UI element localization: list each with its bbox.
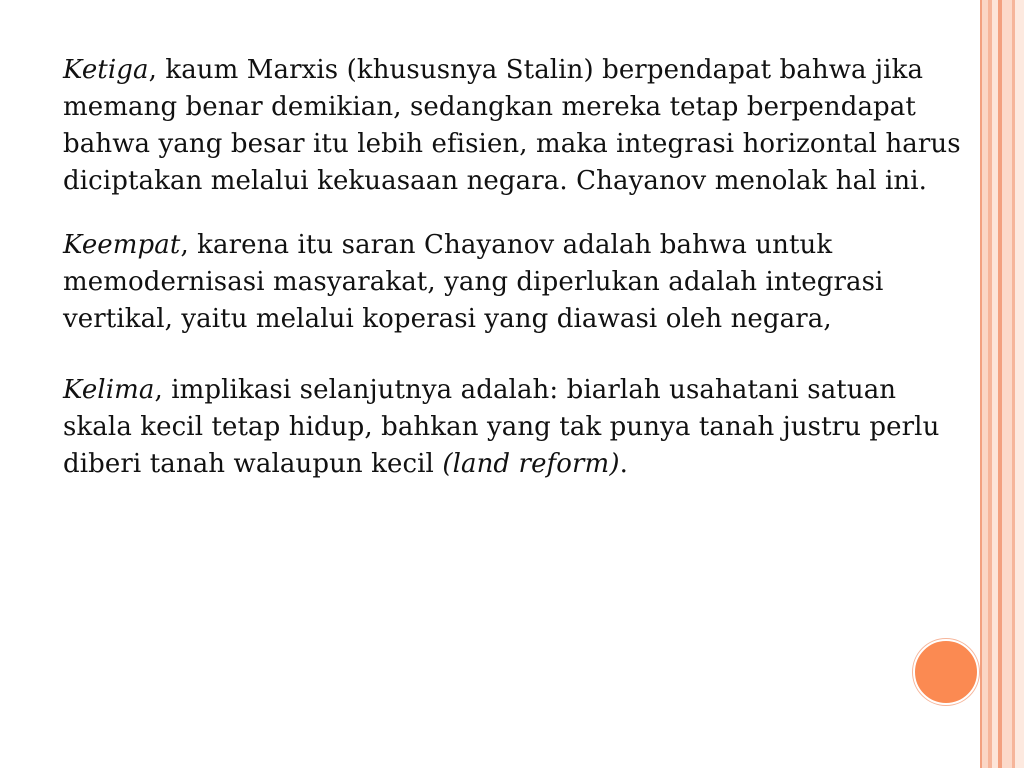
paragraph-text: , kaum Marxis (khususnya Stalin) berpendapat bahwa jika memang benar demikian, sedangkan mereka tetap berpendapat bahwa yang besar itu lebih efisien, maka integrasi horizontal harus diciptakan melalui kekuasaan negara. Chayanov menolak hal ini. xyxy=(63,55,961,196)
paragraph-lead: Keempat xyxy=(63,230,181,260)
paragraph-end: . xyxy=(619,449,628,479)
paragraph-lead: Ketiga xyxy=(63,55,149,85)
paragraph-text: , implikasi selanjutnya adalah: biarlah usahatani satuan skala kecil tetap hidup, bahkan yang tak punya tanah justru perlu diberi tanah walaupun kecil xyxy=(63,375,940,479)
paragraph-ketiga xyxy=(63,52,968,200)
decorative-circle xyxy=(913,639,979,705)
paragraph-lead: Kelima xyxy=(63,375,155,405)
decorative-stripe xyxy=(1002,0,1012,768)
paragraph-keempat xyxy=(63,227,968,338)
paragraph-text: , karena itu saran Chayanov adalah bahwa untuk memodernisasi masyarakat, yang diperlukan adalah integrasi vertikal, yaitu melalui koperasi yang diawasi oleh negara, xyxy=(63,230,884,334)
paragraph-kelima xyxy=(63,372,968,483)
paragraph-emphasis: (land reform) xyxy=(442,449,620,479)
slide-body xyxy=(63,52,968,483)
decorative-stripe xyxy=(1015,0,1024,768)
